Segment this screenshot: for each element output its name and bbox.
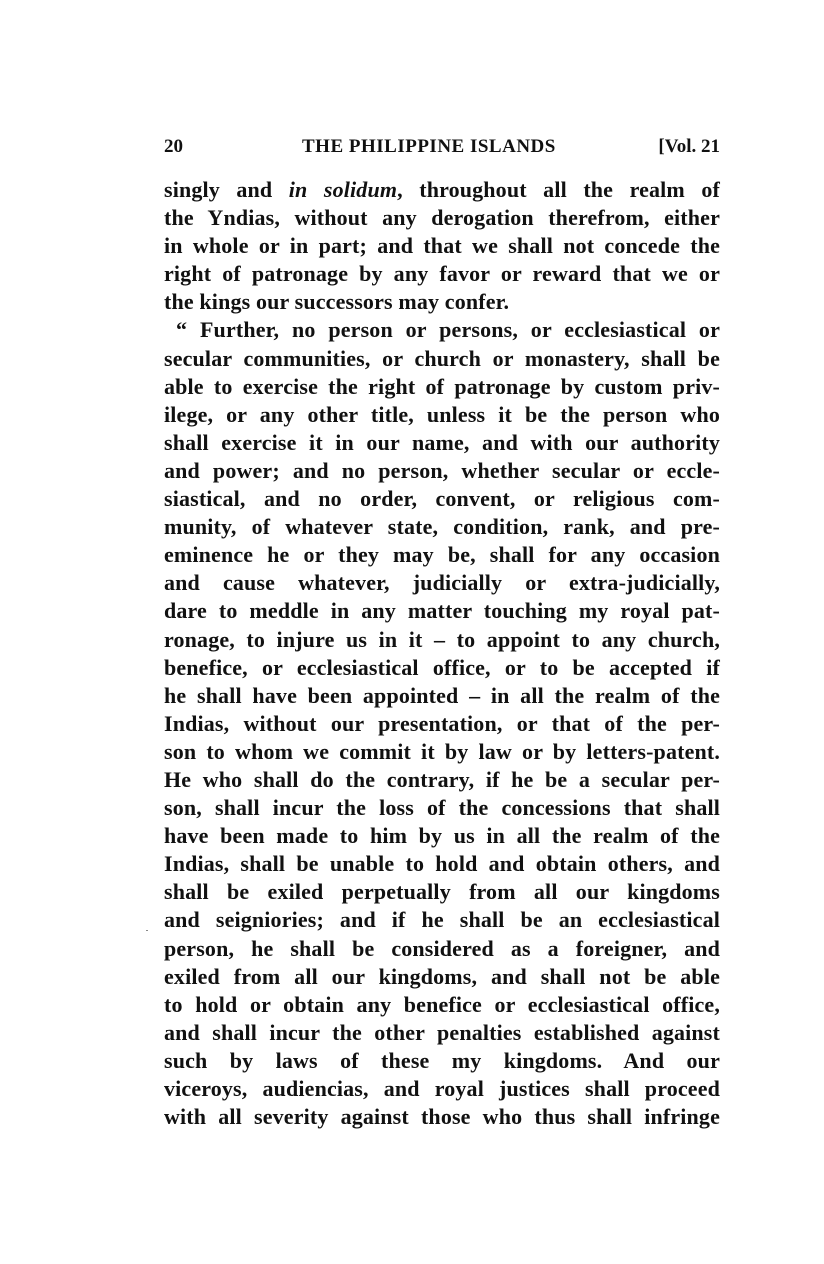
text-line: munity, of whatever state, condition, rank, and pre- <box>164 514 720 540</box>
margin-mark <box>146 930 148 931</box>
text-line <box>164 176 720 204</box>
text-line: have been made to him by us in all the realm of the <box>164 823 720 849</box>
text-line: the Yndias, without any derogation therefrom, either <box>164 205 720 231</box>
text-line: right of patronage by any favor or reward that we or <box>164 261 720 287</box>
text-line: and shall incur the other penalties established against <box>164 1019 720 1045</box>
text-run: “ Further, no person or persons, or ecclesiastical or <box>176 317 720 343</box>
text-line: person, he shall be considered as a foreigner, and <box>164 935 720 961</box>
text-line: with all severity against those who thus shall infringe <box>164 1104 720 1130</box>
paragraph-start-line <box>164 316 720 344</box>
running-title: THE PHILIPPINE ISLANDS <box>302 136 556 157</box>
text-line: able to exercise the right of patronage by custom priv- <box>164 373 720 399</box>
body-text <box>164 176 720 1131</box>
text-line: to hold or obtain any benefice or ecclesiastical office, <box>164 991 720 1017</box>
text-line: siastical, and no order, convent, or religious com- <box>164 486 720 512</box>
text-line: such by laws of these my kingdoms. And our <box>164 1047 720 1073</box>
text-line: ronage, to injure us in it – to appoint to any church, <box>164 626 720 652</box>
latin-phrase: in solidum <box>288 177 398 202</box>
text-line: shall be exiled perpetually from all our kingdoms <box>164 879 720 905</box>
text-line: viceroys, audiencias, and royal justices shall proceed <box>164 1076 720 1101</box>
text-line: He who shall do the contrary, if he be a secular per- <box>164 766 720 792</box>
text-line: exiled from all our kingdoms, and shall not be able <box>164 963 720 989</box>
text-line: Indias, without our presentation, or that of the per- <box>164 710 720 736</box>
text-line: the kings our successors may confer. <box>164 289 510 315</box>
text-line: Indias, shall be unable to hold and obtain others, and <box>164 851 720 877</box>
text-line: shall exercise it in our name, and with our authority <box>164 429 720 455</box>
text-line: son to whom we commit it by law or by letters-patent. <box>164 738 720 764</box>
text-line: ilege, or any other title, unless it be the person who <box>164 401 720 427</box>
text-line: benefice, or ecclesiastical office, or to be accepted if <box>164 654 720 680</box>
volume-label: [Vol. 21 <box>658 136 720 157</box>
text-run: , throughout all the realm of <box>397 177 720 202</box>
text-run: singly and <box>164 177 289 202</box>
text-line: eminence he or they may be, shall for any occasion <box>164 542 720 568</box>
text-line: dare to meddle in any matter touching my royal pat- <box>164 598 720 624</box>
text-line: and cause whatever, judicially or extra-judicially, <box>164 570 720 596</box>
text-line: in whole or in part; and that we shall not concede the <box>164 233 720 259</box>
text-line: he shall have been appointed – in all the realm of the <box>164 682 720 708</box>
text-line: secular communities, or church or monastery, shall be <box>164 345 720 371</box>
text-line: and seigniories; and if he shall be an ecclesiastical <box>164 907 720 933</box>
text-line: son, shall incur the loss of the concessions that shall <box>164 795 720 821</box>
running-head <box>164 136 720 166</box>
text-line: and power; and no person, whether secular or eccle- <box>164 457 720 483</box>
page-number: 20 <box>164 136 183 157</box>
